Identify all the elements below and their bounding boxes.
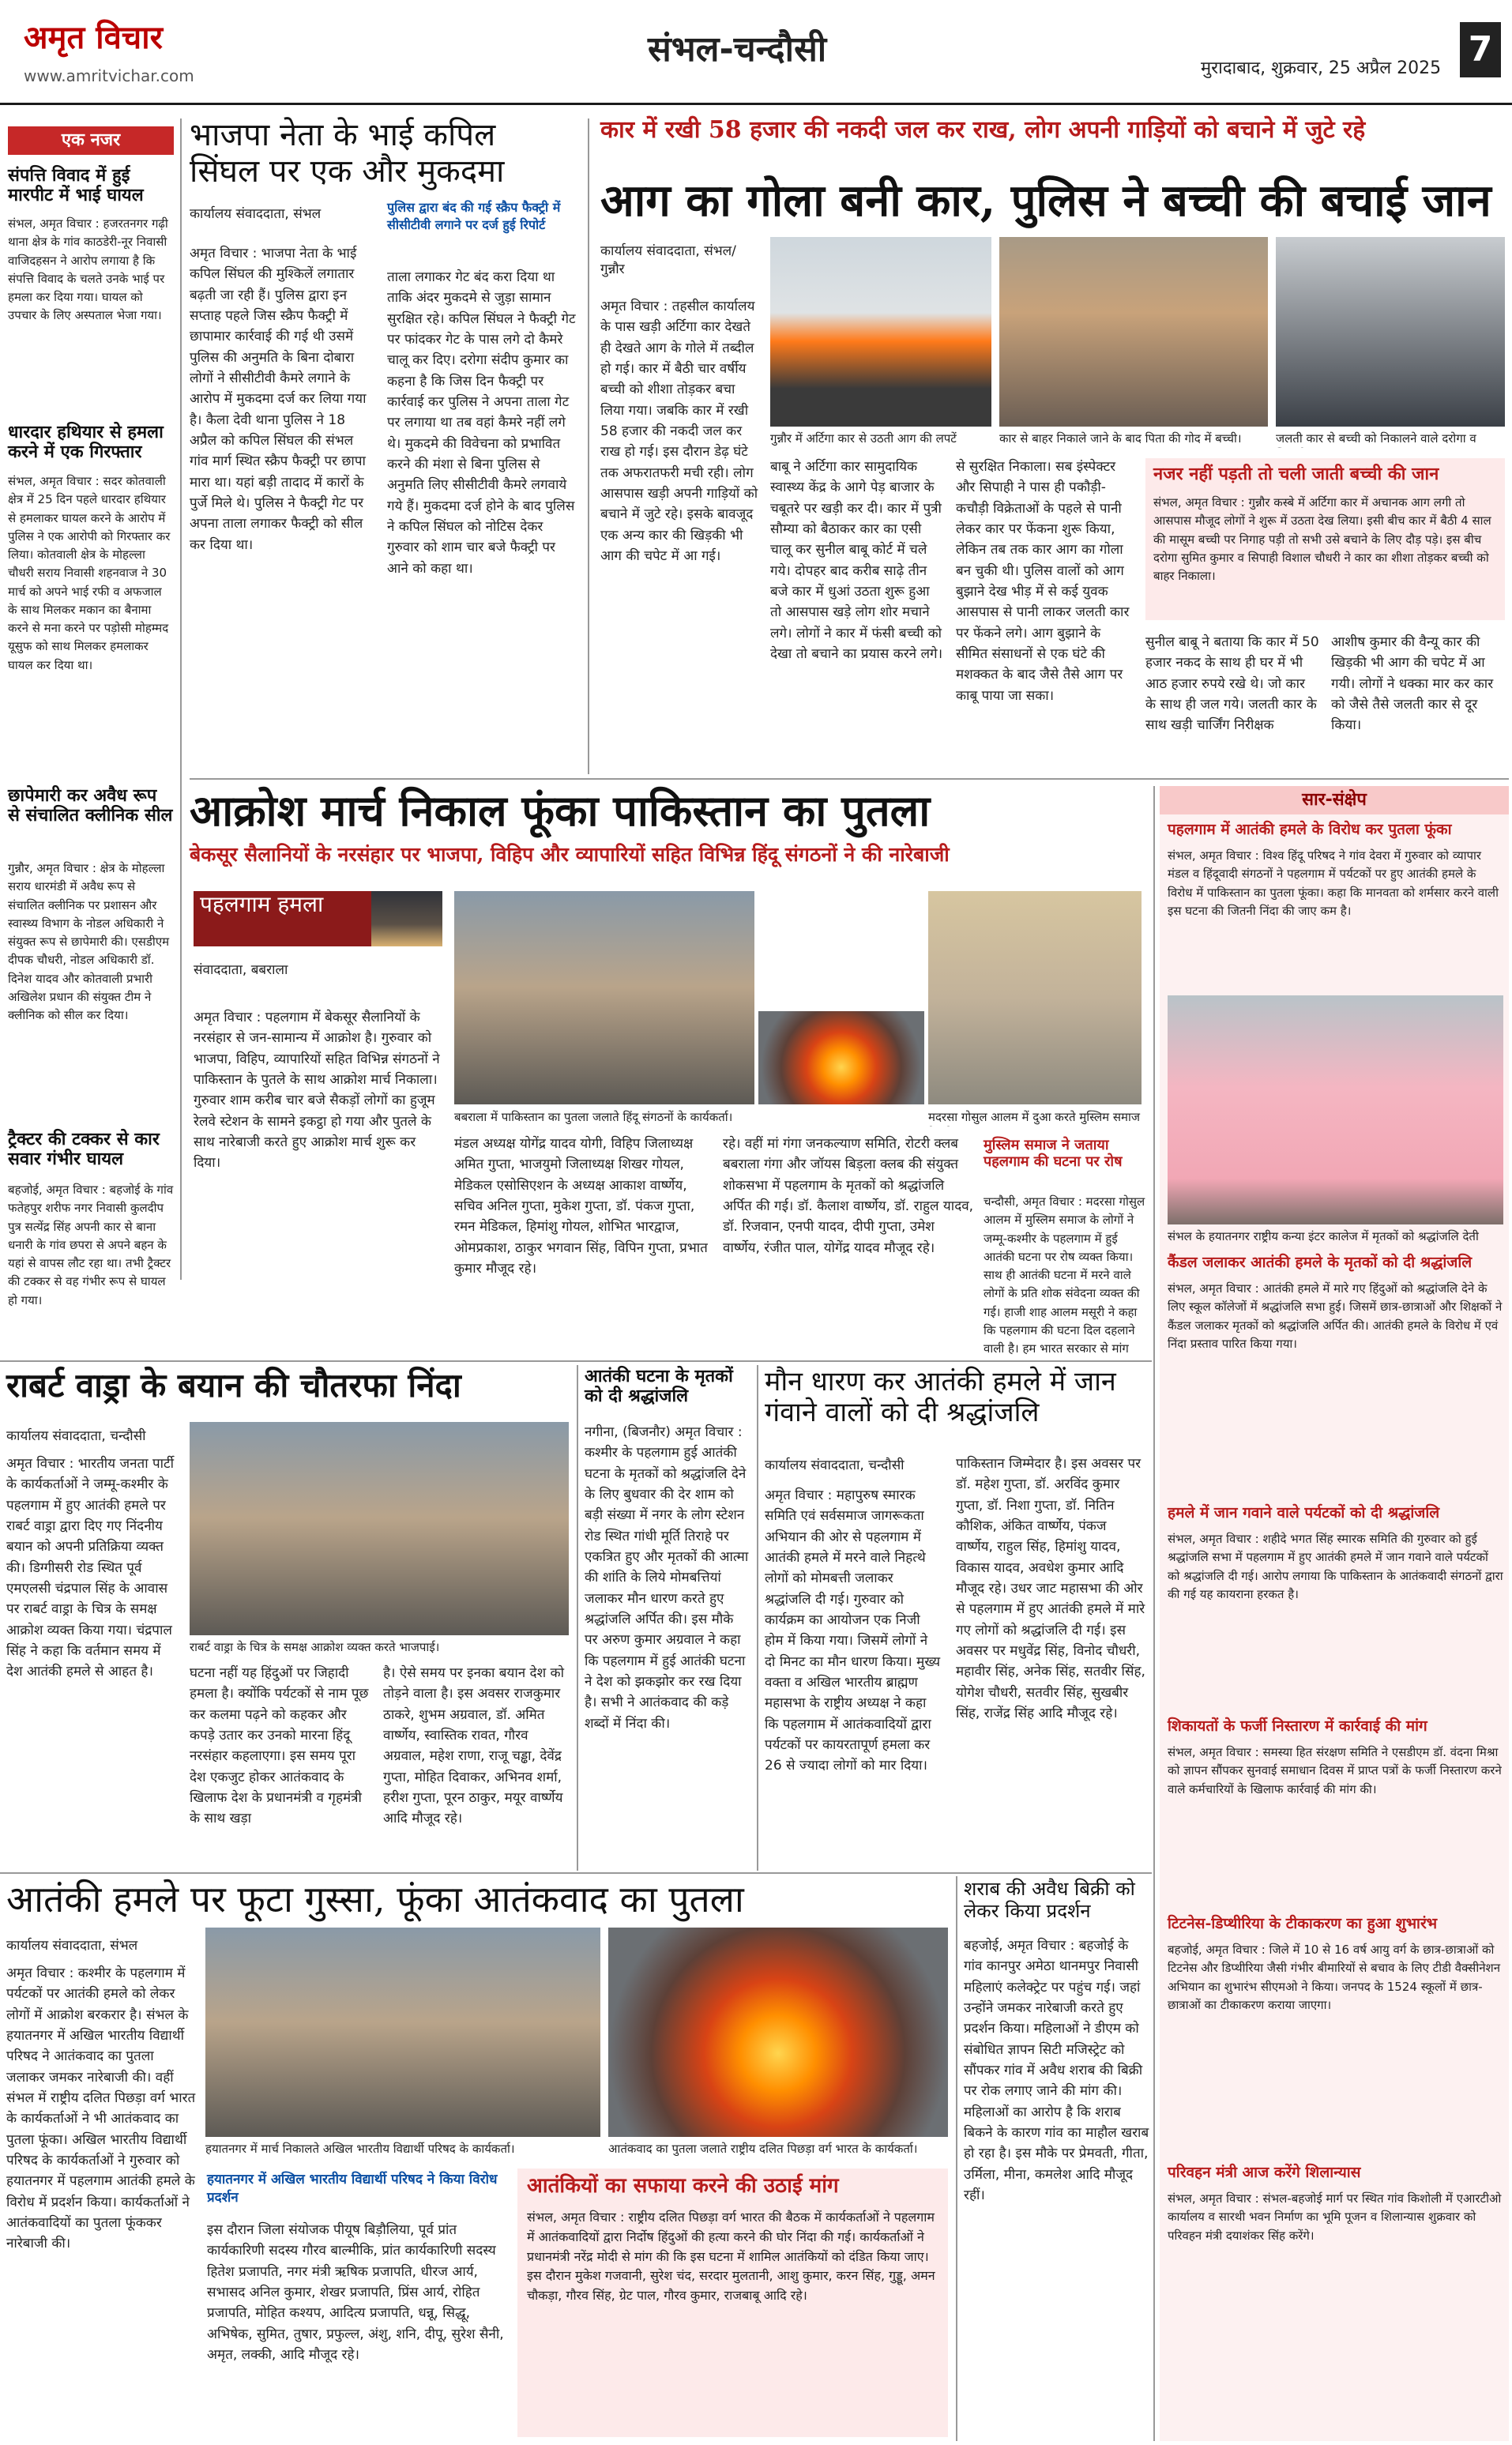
robert-caption: राबर्ट वाड्रा के चित्र के समक्ष आक्रोश व्यक्त करते भाजपाई। <box>190 1640 440 1654</box>
saar-body-1: संभल, अमृत विचार : विश्व हिंदू परिषद ने गांव देवरा में गुरुवार को व्यापार मंडल व हिंदूवादी संगठनों ने पहलगाम में पर्यटकों पर हुए आतंकी हमले के विरोध में पाकिस्तान का पुतला फूंका। कहा कि मानवता को शर्मसार करने वाली इस घटना की जितनी निंदा की जाए कम है। <box>1168 848 1499 918</box>
column-divider <box>180 118 182 1280</box>
robert-body-col2: घटना नहीं यह हिंदुओं पर जिहादी हमला है। क्योंकि पर्यटकों से नाम पूछ कर कलमा पढ़ने को कहकर और कपड़े उतार कर उनको मारना हिंदू नरसंहार कहलाएगा। इस समय पूरा देश एकजुट होकर आतंकवाद के खिलाफ देश के प्रधानमंत्री व गृहमंत्री के साथ खड़ा <box>190 1665 369 1827</box>
maun-headline: मौन धारण कर आतंकी हमले में जान गंवाने वालों को दी श्रद्धांजलि <box>765 1366 1116 1429</box>
akrosh-subhead: बेकसूर सैलानियों के नरसंहार पर भाजपा, विहिप और व्यापारियों सहित विभिन्न हिंदू संगठनों ने की नारेबाजी <box>190 843 950 866</box>
column-divider <box>956 1876 957 2441</box>
atanki-sidebox-body: संभल, अमृत विचार : राष्ट्रीय दलित पिछड़ा वर्ग भारत की बैठक में कार्यकर्ताओं ने पहलगाम में आतंकवादियों द्वारा निर्दोष हिंदुओं की हत्या करने की घोर निंदा की गई। कार्यकर्ताओं ने प्रधानमंत्री नरेंद्र मोदी से मांग की कि इस घटना में शामिल आतंकियों को दंडित किया जाए। इस दौरान मुकेश गजवानी, सुरेश चंद, सरदार मुलतानी, आशु कुमार, करन सिंह, गुड्डू, अमन चौकड़ा, गौरव सिंह, ग्रेट पाल, गौरव कुमार, राजबाबू आदि रहे। <box>527 2210 935 2304</box>
robert-photo <box>190 1422 569 1635</box>
akrosh-body-col2: मंडल अध्यक्ष योगेंद्र यादव योगी, विहिप जिलाध्यक्ष अमित गुप्ता, भाजयुमो जिलाध्यक्ष शिखर गोयल, मेडिकल एसोसिएशन के अध्यक्ष आकाश वार्ष्णेय, सचिव अनिल गुप्ता, मुकेश गुप्ता, डॉ. पंकज गुप्ता, रमन मेडिकल, हिमांशु गोयल, शोभित भारद्वाज, ओमप्रकाश, ठाकुर भगवान सिंह, विपिन गुप्ता, प्रभात कुमार मौजूद रहे। <box>454 1136 708 1277</box>
brief-title-2: धारदार हथियार से हमला करने में एक गिरफ्तार <box>8 422 164 463</box>
brief-body-1: संभल, अमृत विचार : हजरतनगर गढ़ी थाना क्षेत्र के गांव काठडेरी-नूर निवासी वाजिदहसन ने आरोप लगाया है कि संपत्ति विवाद के चलते उनके भाई पर हमला कर दिया गया। घायल को उपचार के लिए अस्पताल भेजा गया। <box>8 216 168 323</box>
kapil-byline: कार्यालय संवाददाता, संभल <box>190 206 322 222</box>
car-sidebox <box>1145 458 1505 620</box>
car-kicker: कार में रखी 58 हजार की नकदी जल कर राख, लोग अपनी गाड़ियों को बचाने में जुटे रहे <box>600 116 1366 144</box>
effigy-burning-photo <box>608 1928 948 2137</box>
sharab-body: बहजोई, अमृत विचार : बहजोई के गांव कानपुर अमेठा थानमपुर निवासी महिलाएं कलेक्ट्रेट पर पहुंच गई। जहां उन्होंने जमकर नारेबाजी करते हुए प्रदर्शन किया। महिलाओं ने डीएम को संबोधित ज्ञापन सिटी मजिस्ट्रेट को सौंपकर गांव में अवैध शराब की बिक्री पर रोक लगाए जाने की मांग की। महिलाओं का आरोप है कि शराब बिकने के कारण गांव का माहौल खराब हो रहा है। इस मौके पर प्रेमवती, गीता, उर्मिला, मीना, कमलेश आदि मौजूद रहीं। <box>964 1938 1149 2204</box>
maun-body-col1: अमृत विचार : महापुरुष स्मारक समिति एवं सर्वसमाज जागरूकता अभियान की ओर से पहलगाम में आतंकी हमले में मरने वाले निहत्थे लोगों को मोमबत्ती जलाकर श्रद्धांजलि दी गई। गुरुवार को कार्यक्रम का आयोजन एक निजी होम में किया गया। जिसमें लोगों ने दो मिनट का मौन धारण किया। मुख्य वक्ता व अखिल भारतीय ब्राह्मण महासभा के राष्ट्रीय अध्यक्ष ने कहा कि पहलगाम में आतंकवादियों द्वारा पर्यटकों पर कायरतापूर्ण हमला कर 26 से ज्यादा लोगों को मार दिया। <box>765 1488 941 1774</box>
brief-body-3: गुन्नौर, अमृत विचार : क्षेत्र के मोहल्ला सराय धारमंडी में अवैध रूप से संचालित क्लीनिक पर प्रशासन और स्वास्थ्य विभाग के नोडल अधिकारी ने संयुक्त रूप से छापेमारी की। एसडीएम दीपक चौधरी, नोडल अधिकारी डॉ. दिनेश यादव और कोतवाली प्रभारी अखिलेश प्रधान की संयुक्त टीम ने क्लीनिक को सील कर दिया। <box>8 861 170 1022</box>
effigy-burning-caption: आतंकवाद का पुतला जलाते राष्ट्रीय दलित पिछड़ा वर्ग भारत के कार्यकर्ता। <box>608 2142 918 2156</box>
saar-title-1: पहलगाम में आतंकी हमले के विरोध कर पुतला फूंका <box>1168 821 1452 838</box>
nagina-body: नगीना, (बिजनौर) अमृत विचार : कश्मीर के पहलगाम हुई आतंकी घटना के मृतकों को श्रद्धांजलि देने के लिए बुधवार की देर शाम को बड़ी संख्या में नगर के लोग स्टेशन रोड स्थित गांधी मूर्ति तिराहे पर एकत्रित हुए और मृतकों की आत्मा की शांति के लिये मोमबत्तियां जलाकर मौन धारण करते हुए श्रद्धांजलि अर्पित की। इस मौके पर अरुण कुमार अग्रवाल ने कहा कि पहलगाम में हुई आतंकी घटना ने देश को झकझोर कर रख दिया है। सभी ने आतंकवाद की कड़े शब्दों में निंदा की। <box>585 1424 749 1732</box>
effigy-fire-photo <box>758 1011 924 1104</box>
brief-body-4: बहजोई, अमृत विचार : बहजोई के गांव फतेहपुर शरीफ नगर निवासी कुलदीप पुत्र सत्येंद्र सिंह अपनी कार से बाना धनारी के गांव छपरा से अपने बहन के यहां से वापस लौट रहा था। तभी ट्रैक्टर की टक्कर से वह गंभीर रूप से घायल हो गया। <box>8 1183 174 1307</box>
akrosh-headline: आक्रोश मार्च निकाल फूंका पाकिस्तान का पुतला <box>190 785 931 836</box>
page-number: 7 <box>1460 22 1501 77</box>
saar-body-4: संभल, अमृत विचार : समस्या हित संरक्षण समिति ने एसडीएम डॉ. वंदना मिश्रा को ज्ञापन सौंपकर सुनवाई समाधान दिवस में प्राप्त पत्रों के फर्जी निस्तारण करने वाले कर्मचारियों के खिलाफ कार्रवाई की मांग की। <box>1168 1745 1502 1796</box>
column-divider <box>577 1365 578 1871</box>
kapil-highlight: पुलिस द्वारा बंद की गई स्क्रैप फैक्ट्री में सीसीटीवी लगाने पर दर्ज हुई रिपोर्ट <box>387 200 561 232</box>
father-child-caption: कार से बाहर निकाले जाने के बाद पिता की गोद में बच्ची। <box>999 431 1242 446</box>
car-headline: आग का गोला बनी कार, पुलिस ने बच्ची की बचाई जान <box>600 175 1491 227</box>
akrosh-byline: संवाददाता, बबराला <box>194 962 288 978</box>
section-title: संभल-चन्दौसी <box>648 29 827 70</box>
car-body-col2: बाबू ने अर्टिगा कार सामुदायिक स्वास्थ्य केंद्र के आगे पेड़ बाजार के चबूतरे पर खड़ी कर दी। कार में पुत्री सौम्या को बैठाकर कार का एसी चालू कर सुनील बाबू कोर्ट में चले गये। दोपहर बाद करीब साढ़े तीन बजे कार में धुआं उठता शुरू हुआ तो आसपास खड़े लोग शोर मचाने लगे। लोगों ने कार में फंसी बच्ची को देखा तो बचाने का प्रयास करने लगे। <box>770 459 943 663</box>
kapil-body-col1: अमृत विचार : भाजपा नेता के भाई कपिल सिंघल की मुश्किलें लगातार बढ़ती जा रही हैं। पुलिस द्वारा इन सप्ताह पहले जिस स्क्रैप फैक्ट्री में छापामार कार्रवाई की गई थी उसमें पुलिस की अनुमति के बिना दोबारा लोगों ने सीसीटीवी कैमरे लगाने के आरोप में मुकदमा दर्ज कर लिया गया है। कैला देवी थाना पुलिस ने 18 अप्रैल को कपिल सिंघल की संभल गांव मार्ग स्थित स्क्रैप फैक्ट्री पर छापा मारा था। यहां बड़ी तादाद में कारों के पुर्जे मिले थे। पुलिस ने फैक्ट्री गेट पर अपना ताला लगाकर फैक्ट्री को सील कर दिया था। <box>190 246 367 553</box>
page-header <box>0 0 1512 105</box>
column-divider <box>1153 786 1155 2441</box>
car-body-col4: सुनील बाबू ने बताया कि कार में 50 हजार नकद के साथ ही घर में भी आठ हजार रुपये रखे थे। जो कार के साथ ही जल गये। जलती कार के साथ खड़ी चार्जिंग निरीक्षक <box>1145 634 1319 734</box>
muslim-headline: मुस्लिम समाज ने जताया पहलगाम की घटना पर रोष <box>984 1137 1123 1170</box>
students-caption: संभल के हयातनगर राष्ट्रीय कन्या इंटर कालेज में मृतकों को श्रद्धांजलि देती <box>1168 1229 1479 1243</box>
saar-body-6: संभल, अमृत विचार : संभल-बहजोई मार्ग पर स्थित गांव किशोली में एआरटीओ कार्यालय व सारथी भवन निर्माण का भूमि पूजन व शिलान्यास शुक्रवार को परिवहन मंत्री दयाशंकर सिंह करेंगे। <box>1168 2191 1502 2243</box>
atanki-body-col1: अमृत विचार : कश्मीर के पहलगाम में पर्यटकों पर आतंकी हमले को लेकर लोगों में आक्रोश बरकरार है। संभल के हयातनगर में अखिल भारतीय विद्यार्थी परिषद ने आतंकवाद का पुतला जलाकर जमकर नारेबाजी की। वहीं संभल में राष्ट्रीय दलित पिछड़ा वर्ग भारत के कार्यकर्ताओं ने भी आतंकवाद का पुतला फूंका। अखिल भारतीय विद्यार्थी परिषद के कार्यकर्ताओं ने गुरुवार को हयातनगर में पहलगाम आतंकी हमले के विरोध में प्रदर्शन किया। कार्यकर्ताओं ने आतंकवादियों का पुतला फूंककर नारेबाजी की। <box>6 1965 196 2252</box>
atanki-sidebox-title: आतंकियों का सफाया करने की उठाई मांग <box>527 2174 839 2198</box>
saar-body-2: संभल, अमृत विचार : आतंकी हमले में मारे गए हिंदुओं को श्रद्धांजलि देने के लिए स्कूल कॉलेजों में श्रद्धांजलि सभा हुई। जिसमें छात्र-छात्राओं और शिक्षकों ने कैंडल जलाकर मृतकों को श्रद्धांजलि अर्पित की। आतंकी हमले के विरोध में एवं निंदा प्रस्ताव पारित किया गया। <box>1168 1281 1503 1351</box>
saar-title-2: कैंडल जलाकर आतंकी हमले के मृतकों को दी श्रद्धांजलि <box>1168 1254 1473 1271</box>
car-fire-photo <box>770 237 991 427</box>
atanki-highlight: हयातनगर में अखिल भारतीय विद्यार्थी परिषद ने किया विरोध प्रदर्शन <box>207 2172 498 2206</box>
website-link[interactable]: www.amritvichar.com <box>24 66 194 85</box>
car-byline: कार्यालय संवाददाता, संभल/गुन्नौर <box>600 243 736 277</box>
maun-byline: कार्यालय संवाददाता, चन्दौसी <box>765 1458 905 1473</box>
akrosh-body-col1: अमृत विचार : पहलगाम में बेकसूर सैलानियों के नरसंहार से जन-सामान्य में आक्रोश है। गुरुवार को भाजपा, विहिप, व्यापारियों सहित विभिन्न संगठनों ने पाकिस्तान के पुतले के साथ आक्रोश मार्च निकाला। गुरुवार शाम करीब चार बजे सैकड़ों लोगों का हुजूम रेलवे स्टेशन के सामने इकट्ठा हो गया और पुतले के साथ नारेबाजी करते हुए आक्रोश मार्च शुरू कर दिया। <box>194 1010 440 1172</box>
sharab-headline: शराब की अवैध बिक्री को लेकर किया प्रदर्शन <box>964 1878 1135 1922</box>
police-caption: जलती कार से बच्ची को निकालने वाले दरोगा व <box>1276 431 1476 446</box>
students-photo <box>1168 995 1503 1224</box>
car-body-col5: आशीष कुमार की वैन्यू कार की खिड़की भी आग की चपेट में आ गयी। लोगों ने धक्का मार कर कार को जैसे तैसे जलती कार से दूर किया। <box>1331 634 1494 734</box>
atanki-byline: कार्यालय संवाददाता, संभल <box>6 1938 138 1954</box>
pahalgam-tag: पहलगाम हमला <box>194 891 374 946</box>
nagina-headline: आतंकी घटना के मृतकों को दी श्रद्धांजलि <box>585 1366 733 1407</box>
robert-body-col3: है। ऐसे समय पर इनका बयान देश को तोड़ने वाला है। इस अवसर राजकुमार ठाकरे, शुभम अग्रवाल, डॉ. अमित वार्ष्णेय, स्वास्तिक रावत, गौरव अग्रवाल, महेश राणा, राजू चड्ढा, देवेंद्र गुप्ता, मोहित दिवाकर, अभिनव शर्मा, हरीश गुप्ता, पूरन ठाकुर, मयूर वार्ष्णेय आदि मौजूद रहे। <box>383 1665 565 1827</box>
brief-title-1: संपत्ति विवाद में हुई मारपीट में भाई घायल <box>8 165 144 206</box>
robert-headline: राबर्ट वाड्रा के बयान की चौतरफा निंदा <box>6 1366 461 1405</box>
madrasa-caption: मदरसा गोसुल आलम में दुआ करते मुस्लिम समाज <box>928 1110 1141 1124</box>
car-fire-caption: गुन्नौर में अर्टिगा कार से उठती आग की लपटें <box>770 431 957 446</box>
madrasa-photo <box>928 891 1142 1104</box>
kapil-headline: भाजपा नेता के भाई कपिल सिंघल पर एक और मुकदमा <box>190 117 505 190</box>
masthead-logo: अमृत विचार <box>24 19 163 56</box>
abvp-march-photo <box>205 1928 600 2137</box>
abvp-march-caption: हयातनगर में मार्च निकालते अखिल भारतीय विद्यार्थी परिषद के कार्यकर्ता। <box>205 2142 515 2156</box>
column-divider <box>588 118 589 774</box>
car-sidebox-body: संभल, अमृत विचार : गुन्नौर कस्बे में अर्टिगा कार में अचानक आग लगी तो आसपास मौजूद लोगों ने शुरू में उठता देख लिया। इसी बीच कार में बैठी 4 साल की मासूम बच्ची पर निगाह पड़ी तो सभी उसे बचाने के लिए दौड़ पड़े। इस बीच दरोगा सुमित कुमार व सिपाही विशाल चौधरी ने कार का शीशा तोड़कर बच्ची को बाहर निकाला। <box>1153 495 1491 583</box>
saar-title-5: टिटनेस-डिप्थीरिया के टीकाकरण का हुआ शुभारंभ <box>1168 1915 1438 1932</box>
saar-body-5: बहजोई, अमृत विचार : जिले में 10 से 16 वर्ष आयु वर्ग के छात्र-छात्राओं को टिटनेस और डिप्थीरिया जैसी गंभीर बीमारियों से बचाव के लिए टीडी वैक्सीनेशन अभियान का शुभारंभ सीएमओ ने किया। जनपद के 1524 स्कूलों में छात्र-छात्राओं का टीकाकरण कराया जाएगा। <box>1168 1943 1501 2012</box>
saar-title-3: हमले में जान गवाने वाले पर्यटकों को दी श्रद्धांजलि <box>1168 1504 1440 1522</box>
saar-tag: सार-संक्षेप <box>1160 786 1509 814</box>
akrosh-body-col3: रहे। वहीं मां गंगा जनकल्याण समिति, रोटरी क्लब बबराला गंगा और जॉयस बिड़ला क्लब की संयुक्त शोकसभा में पहलगाम के मृतकों को श्रद्धांजलि अर्पित की गई। डॉ. कैलाश वार्ष्णेय, डॉ. राहुल यादव, डॉ. रिजवान, एनपी यादव, दीपी गुप्ता, उमेश वार्ष्णेय, रंजीत पाल, योगेंद्र यादव मौजूद रहे। <box>723 1136 974 1256</box>
car-sidebox-title: नजर नहीं पड़ती तो चली जाती बच्ची की जान <box>1153 464 1439 484</box>
atanki-sidebox <box>517 2169 948 2437</box>
robert-body-col1: अमृत विचार : भारतीय जनता पार्टी के कार्यकर्ताओं ने जम्मू-कश्मीर के पहलगाम में हुए आतंकी हमले पर राबर्ट वाड्रा द्वारा दिए गए निंदनीय बयान को अपनी प्रतिक्रिया व्यक्त की। डिग्गीसरी रोड स्थित पूर्व एमएलसी चंद्रपाल सिंह के आवास पर राबर्ट वाड्रा के चित्र के समक्ष आक्रोश व्यक्त किया गया। चंद्रपाल सिंह ने कहा कि वर्तमान समय में देश आतंकी हमले से आहत है। <box>6 1456 175 1680</box>
father-child-photo <box>999 237 1268 427</box>
robert-byline: कार्यालय संवाददाता, चन्दौसी <box>6 1428 146 1444</box>
car-body-col1: अमृत विचार : तहसील कार्यालय के पास खड़ी अर्टिगा कार देखते ही देखते आग के गोले में तब्दील हो गई। कार में बैठी चार वर्षीय बच्ची को शीशा तोड़कर बचा लिया गया। जबकि कार में रखी 58 हजार की नकदी जल कर राख हो गई। इस दौरान डेढ़ घंटे तक अफरातफरी मची रही। लोग आसपास खड़ी अपनी गाड़ियों को बचाने में जुटे रहे। इसके बावजूद एक अन्य कार की खिड़की भी आग की चपेट में आ गई। <box>600 299 758 565</box>
brief-title-3: छापेमारी कर अवैध रूप से संचालित क्लीनिक सील <box>8 785 173 826</box>
column-divider <box>757 1365 758 1871</box>
section-divider <box>0 1872 1152 1874</box>
brief-title-4: ट्रैक्टर की टक्कर से कार सवार गंभीर घायल <box>8 1129 160 1170</box>
police-photo <box>1276 237 1505 427</box>
ek-nazar-tag: एक नजर <box>8 126 174 155</box>
saar-body-3: संभल, अमृत विचार : शहीदे भगत सिंह स्मारक समिति की गुरुवार को हुई श्रद्धांजलि सभा में पहलगाम में हुए आतंकी हमले में जान गवाने वाले पर्यटकों को श्रद्धांजलि दी गई। आरोप लगाया कि पाकिस्तान के आतंकवादी संगठनों द्वारा की गई यह कायराना हरकत है। <box>1168 1532 1503 1601</box>
protest-photo <box>454 891 754 1104</box>
protest-caption: बबराला में पाकिस्तान का पुतला जलाते हिंदू संगठनों के कार्यकर्ता। <box>454 1110 733 1124</box>
dateline: मुरादाबाद, शुक्रवार, 25 अप्रैल 2025 <box>1201 58 1442 78</box>
muslim-body: चन्दौसी, अमृत विचार : मदरसा गोसुल आलम में मुस्लिम समाज के लोगों ने जम्मू-कश्मीर के पहलगाम में हुई आतंकी घटना पर रोष व्यक्त किया। साथ ही आतंकी घटना में मरने वाले लोगों के प्रति शोक संवेदना व्यक्त की गई। हाजी शाह आलम मसूरी ने कहा कि पहलगाम की घटना दिल दहलाने वाली है। हम भारत सरकार से मांग <box>984 1194 1145 1355</box>
atanki-body-col2: इस दौरान जिला संयोजक पीयूष बिड़ौलिया, पूर्व प्रांत कार्यकारिणी सदस्य गौरव बाल्मीकि, प्रांत कार्यकारिणी सदस्य हितेश प्रजापति, नगर मंत्री ऋषिक प्रजापति, धीरज आर्य, सभासद अनिल कुमार, शेखर प्रजापति, प्रिंस आर्य, रोहित प्रजापति, मोहित कश्यप, आदित्य प्रजापति, धन्नू, सिद्धू, अभिषेक, सुमित, तुषार, प्रफुल्ल, अंशु, शनि, दीपू, सुरेश सैनी, अमृत, लक्की, आदि मौजूद रहे। <box>207 2222 504 2364</box>
maun-body-col2: पाकिस्तान जिम्मेदार है। इस अवसर पर डॉ. महेश गुप्ता, डॉ. अरविंद कुमार गुप्ता, डॉ. निशा गुप्ता, डॉ. नितिन कौशिक, अंकित वार्ष्णेय, पंकज वार्ष्णेय, राहुल सिंह, हिमांशु यादव, विकास यादव, अवधेश कुमार आदि मौजूद रहे। उधर जाट महासभा की ओर से पहलगाम में हुए आतंकी हमले में मारे गए लोगों को श्रद्धांजलि दी गई। इस अवसर पर मधुवेंद्र सिंह, विनोद चौधरी, महावीर सिंह, अनेक सिंह, सतवीर सिंह, योगेश चौधरी, सतवीर सिंह, सुखबीर सिंह, राजेंद्र सिंह आदि मौजूद रहे। <box>956 1456 1145 1722</box>
saar-title-4: शिकायतों के फर्जी निस्तारण में कार्रवाई की मांग <box>1168 1717 1427 1735</box>
section-divider <box>0 1360 1152 1362</box>
car-body-col3: से सुरक्षित निकाला। सब इंस्पेक्टर और सिपाही ने पास ही पकौड़ी-कचौड़ी विक्रेताओं के पहले से पानी लेकर कार पर फेंकना शुरू किया, लेकिन तब तक कार आग का गोला बन चुकी थी। पुलिस वालों को आग बुझाने देख भीड़ में से कई युवक आसपास से पानी लाकर जलती कार पर फेंकने लगे। आग बुझाने के सीमित संसाधनों से एक घंटे की मशक्कत के बाद जैसे तैसे आग पर काबू पाया जा सका। <box>956 459 1130 704</box>
atanki-headline: आतंकी हमले पर फूटा गुस्सा, फूंका आतंकवाद का पुतला <box>6 1878 744 1920</box>
section-divider <box>190 778 1509 780</box>
candle-icon <box>371 891 442 946</box>
kapil-body-col2: ताला लगाकर गेट बंद करा दिया था ताकि अंदर मुकदमे से जुड़ा सामान सुरक्षित रहे। कपिल सिंघल ने फैक्ट्री गेट पर फांदकर गेट के पास लगे दो कैमरे चालू कर दिए। दरोगा संदीप कुमार का कहना है कि जिस दिन फैक्ट्री पर कार्रवाई कर पुलिस ने अपना ताला गेट पर लगाया था तब वहां कैमरे नहीं लगे थे। मुकदमे की विवेचना को प्रभावित करने की मंशा से बिना पुलिस से अनुमति लिए सीसीटीवी कैमरे लगवाये गये हैं। मुकदमा दर्ज होने के बाद पुलिस ने कपिल सिंघल को नोटिस देकर गुरुवार को शाम चार बजे फैक्ट्री पर आने को कहा था। <box>387 269 576 577</box>
brief-body-2: संभल, अमृत विचार : सदर कोतवाली क्षेत्र में 25 दिन पहले धारदार हथियार से हमलाकर घायल करने के आरोप में पुलिस ने एक आरोपी को गिरफ्तार कर लिया। कोतवाली क्षेत्र के मोहल्ला चौधरी सराय निवासी शहनवाज ने 30 मार्च को अपने भाई रफी व अफजाल के साथ मिलकर मकान का बैनामा करने से मना करने पर पड़ोसी मोहम्मद यूसुफ को साथ मिलकर हमलाकर घायल कर दिया था। <box>8 474 171 672</box>
saar-title-6: परिवहन मंत्री आज करेंगे शिलान्यास <box>1168 2164 1361 2181</box>
